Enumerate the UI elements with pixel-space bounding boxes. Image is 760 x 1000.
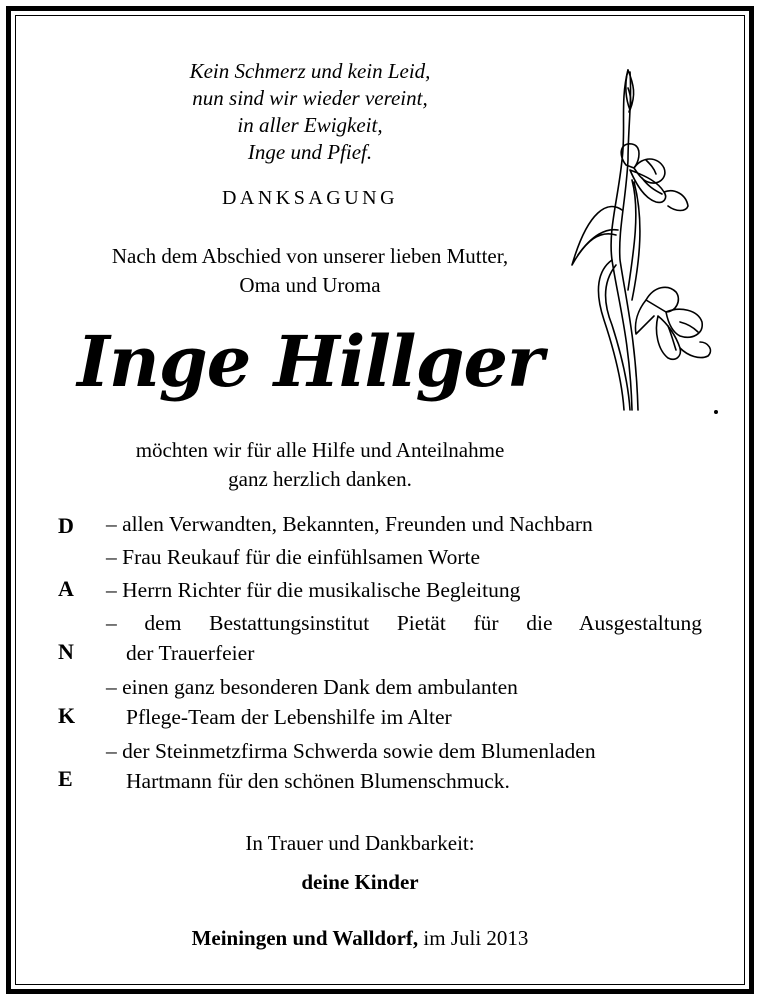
date: im Juli 2013 <box>423 926 529 950</box>
heading-danksagung: DANKSAGUNG <box>221 187 399 209</box>
danke-letter-e: E <box>58 766 73 791</box>
intro-line: Oma und Uroma <box>239 273 381 297</box>
danke-letter-d: D <box>58 513 74 538</box>
thank-list-item: – Frau Reukauf für die einfühlsamen Worte <box>106 545 481 569</box>
poem-line: nun sind wir wieder vereint, <box>192 86 428 110</box>
poem-line: Kein Schmerz und kein Leid, <box>189 59 431 83</box>
signature: deine Kinder <box>301 870 419 894</box>
thank-list-item: – der Steinmetzfirma Schwerda sowie dem Blumenladen <box>106 739 596 763</box>
thanks-line: möchten wir für alle Hilfe und Anteilnahme <box>135 438 505 462</box>
intro-text <box>40 242 580 300</box>
intro-line: Nach dem Abschied von unserer lieben Mutter, <box>111 244 509 268</box>
iris-flower-illustration <box>568 60 738 420</box>
closing-line: In Trauer und Dankbarkeit: <box>245 831 475 855</box>
thanks-line: ganz herzlich danken. <box>228 467 412 491</box>
thank-list-item: – dem Bestattungsinstitut Pietät für die Ausgestaltung <box>106 611 702 635</box>
thank-list-item: – allen Verwandten, Bekannten, Freunden und Nachbarn <box>106 512 593 536</box>
danke-letter-a: A <box>58 576 74 601</box>
thank-list-item-continuation: der Trauerfeier <box>126 641 255 665</box>
danke-letter-n: N <box>58 639 74 664</box>
poem-line: Inge und Pfief. <box>247 140 373 164</box>
place: Meiningen und Walldorf, <box>191 926 419 950</box>
danke-letter-k: K <box>58 703 76 728</box>
thank-list-item-continuation: Pflege-Team der Lebenshilfe im Alter <box>126 705 452 729</box>
deceased-name: Inge Hillger <box>77 320 543 403</box>
place-date <box>60 926 660 951</box>
thank-list-item-continuation: Hartmann für den schönen Blumenschmuck. <box>126 769 510 793</box>
thanks-text <box>40 436 600 494</box>
poem-line: in aller Ewigkeit, <box>237 113 383 137</box>
poem <box>120 58 500 166</box>
thank-list-item: – Herrn Richter für die musikalische Begleitung <box>106 578 521 602</box>
thank-list-item: – einen ganz besonderen Dank dem ambulanten <box>106 675 518 699</box>
